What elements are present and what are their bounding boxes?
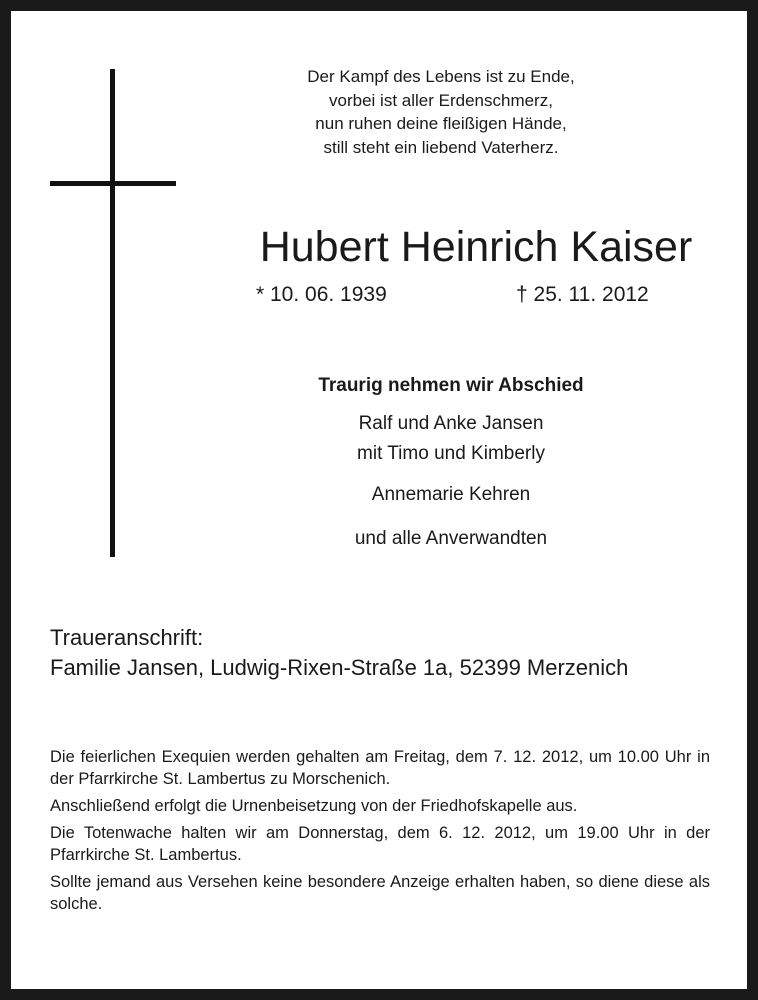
verse-line: Der Kampf des Lebens ist zu Ende, [307,67,575,86]
note-paragraph: Die Totenwache halten wir am Donnerstag, dem 6. 12. 2012, um 19.00 Uhr in der Pfarrkirche St. Lambertus. [50,824,710,864]
death-date: † 25. 11. 2012 [516,283,649,306]
family-line: Annemarie Kehren [371,484,531,505]
cross-icon [110,69,115,557]
address-label: Traueranschrift: [50,625,204,650]
verse-line: still steht ein liebend Vaterherz. [323,137,559,157]
family-line: und alle Anverwandten [354,528,548,549]
family-line: Ralf und Anke Jansen [358,413,544,434]
verse-line: vorbei ist aller Erdenschmerz, [329,90,553,110]
family-line: mit Timo und Kimberly [357,443,545,464]
note-paragraph: Anschließend erfolgt die Urnenbeisetzung von der Friedhofskapelle aus. [50,797,578,815]
obituary-card [11,11,747,989]
note-paragraph: Die feierlichen Exequien werden gehalten am Freitag, dem 7. 12. 2012, um 10.00 Uhr in der Pfarrkirche St. Lambertus zu Morschenich. [50,748,710,788]
birth-date: * 10. 06. 1939 [256,283,387,306]
cross-icon-bar [50,181,176,186]
mourners [241,371,661,554]
mourning-address [50,623,730,683]
service-notes [50,746,710,920]
verse [241,65,641,159]
verse-line: nun ruhen deine fleißigen Hände, [315,114,567,133]
deceased-name: Hubert Heinrich Kaiser [259,223,693,271]
note-paragraph: Sollte jemand aus Versehen keine besondere Anzeige erhalten haben, so diene diese als solche. [50,873,710,913]
farewell-heading: Traurig nehmen wir Abschied [318,375,584,396]
address-value: Familie Jansen, Ludwig-Rixen-Straße 1a, 52399 Merzenich [50,655,629,680]
